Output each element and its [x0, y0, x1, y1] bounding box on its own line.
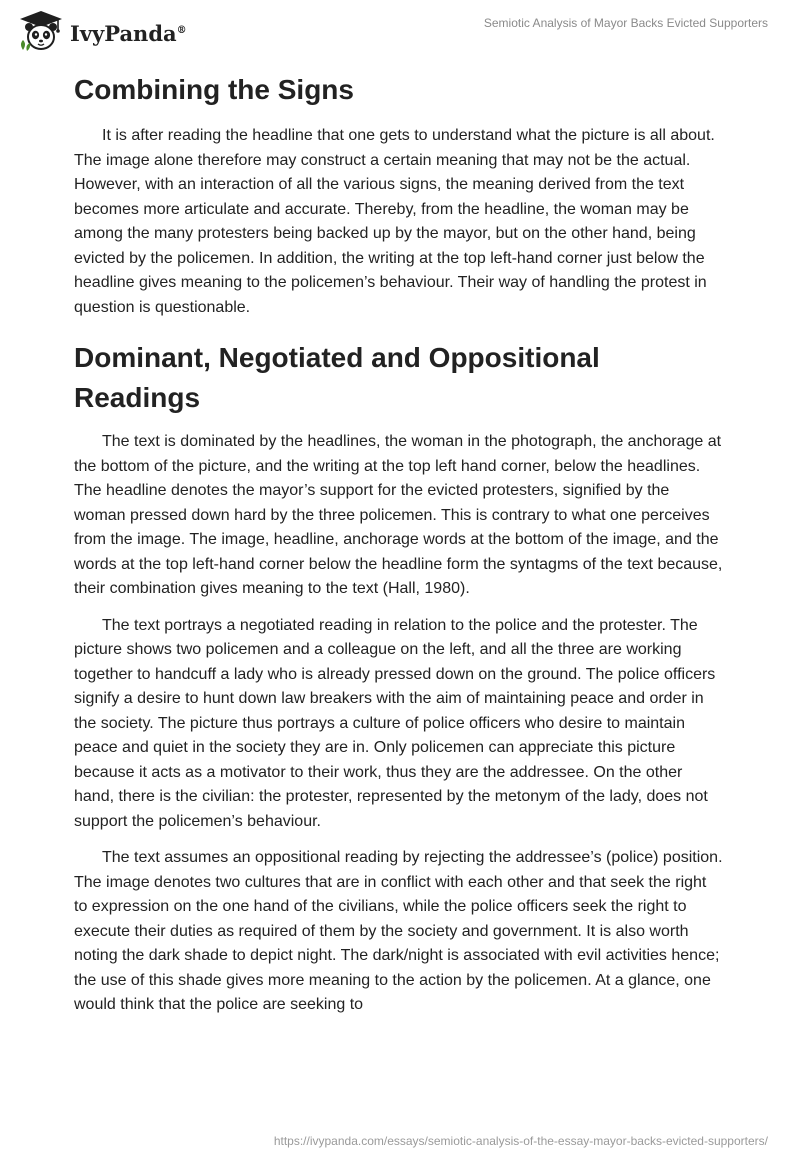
source-url[interactable]: https://ivypanda.com/essays/semiotic-analysis-of-the-essay-mayor-backs-evicted-supporters/	[273, 1134, 768, 1148]
paragraph: The text portrays a negotiated reading in relation to the police and the protester. The picture shows two policemen and a colleague on the left, and all the three are working together to handcuff a lady who is already pressed down on the ground. The police officers signify a desire to hunt down law breakers with the aim of maintaining peace and order in the society. The picture thus portrays a culture of police officers who desire to maintain peace and quiet in the society they are in. Only policemen can appreciate this picture because it acts as a motivator to their work, thus they are the addressee. On the other hand, there is the civilian: the protester, represented by the metonym of the lady, does not support the policemen’s behaviour.	[74, 616, 716, 830]
ivypanda-logo[interactable]	[18, 10, 187, 52]
document-title: Semiotic Analysis of Mayor Backs Evicted Supporters	[483, 16, 768, 30]
section-heading: Dominant, Negotiated and Oppositional Readings	[74, 342, 600, 413]
article-body	[74, 70, 724, 1030]
brand-name: IvyPanda®	[70, 20, 187, 46]
paragraph: The text is dominated by the headlines, the woman in the photograph, the anchorage at the bottom of the picture, and the writing at the top left hand corner, below the headlines. The headline denotes the mayor’s support for the evicted protesters, signified by the woman pressed down hard by the three policemen. This is contrary to what one perceives from the image. The image, headline, anchorage words at the bottom of the image, and the words at the top left-hand corner below the headline form the syntagms of the text because, their combination gives meaning to the text (Hall, 1980).	[74, 433, 723, 597]
section-heading: Combining the Signs	[74, 74, 354, 105]
paragraph: It is after reading the headline that one gets to understand what the picture is all about. The image alone therefore may construct a certain meaning that may not be the actual. However, with an interaction of all the various signs, the meaning derived from the text becomes more articulate and accurate. Thereby, from the headline, the woman may be among the many protesters being backed up by the mayor, but on the other hand, being evicted by the policemen. In addition, the writing at the top left-hand corner just below the headline gives meaning to the policemen’s behaviour. Their way of handling the protest in question is questionable.	[74, 127, 715, 316]
page-header	[0, 0, 800, 56]
panda-graduate-icon	[18, 10, 64, 52]
paragraph: The text assumes an oppositional reading by rejecting the addressee’s (police) position. The image denotes two cultures that are in conflict with each other and that seek the right to expression on the one hand of the civilians, while the police officers seek the right to execute their duties as required of them by the society and government. It is also worth noting the dark shade to depict night. The dark/night is associated with evil activities hence; the use of this shade gives more meaning to the action by the policemen. At a glance, one would think that the police are seeking to	[74, 849, 723, 1013]
